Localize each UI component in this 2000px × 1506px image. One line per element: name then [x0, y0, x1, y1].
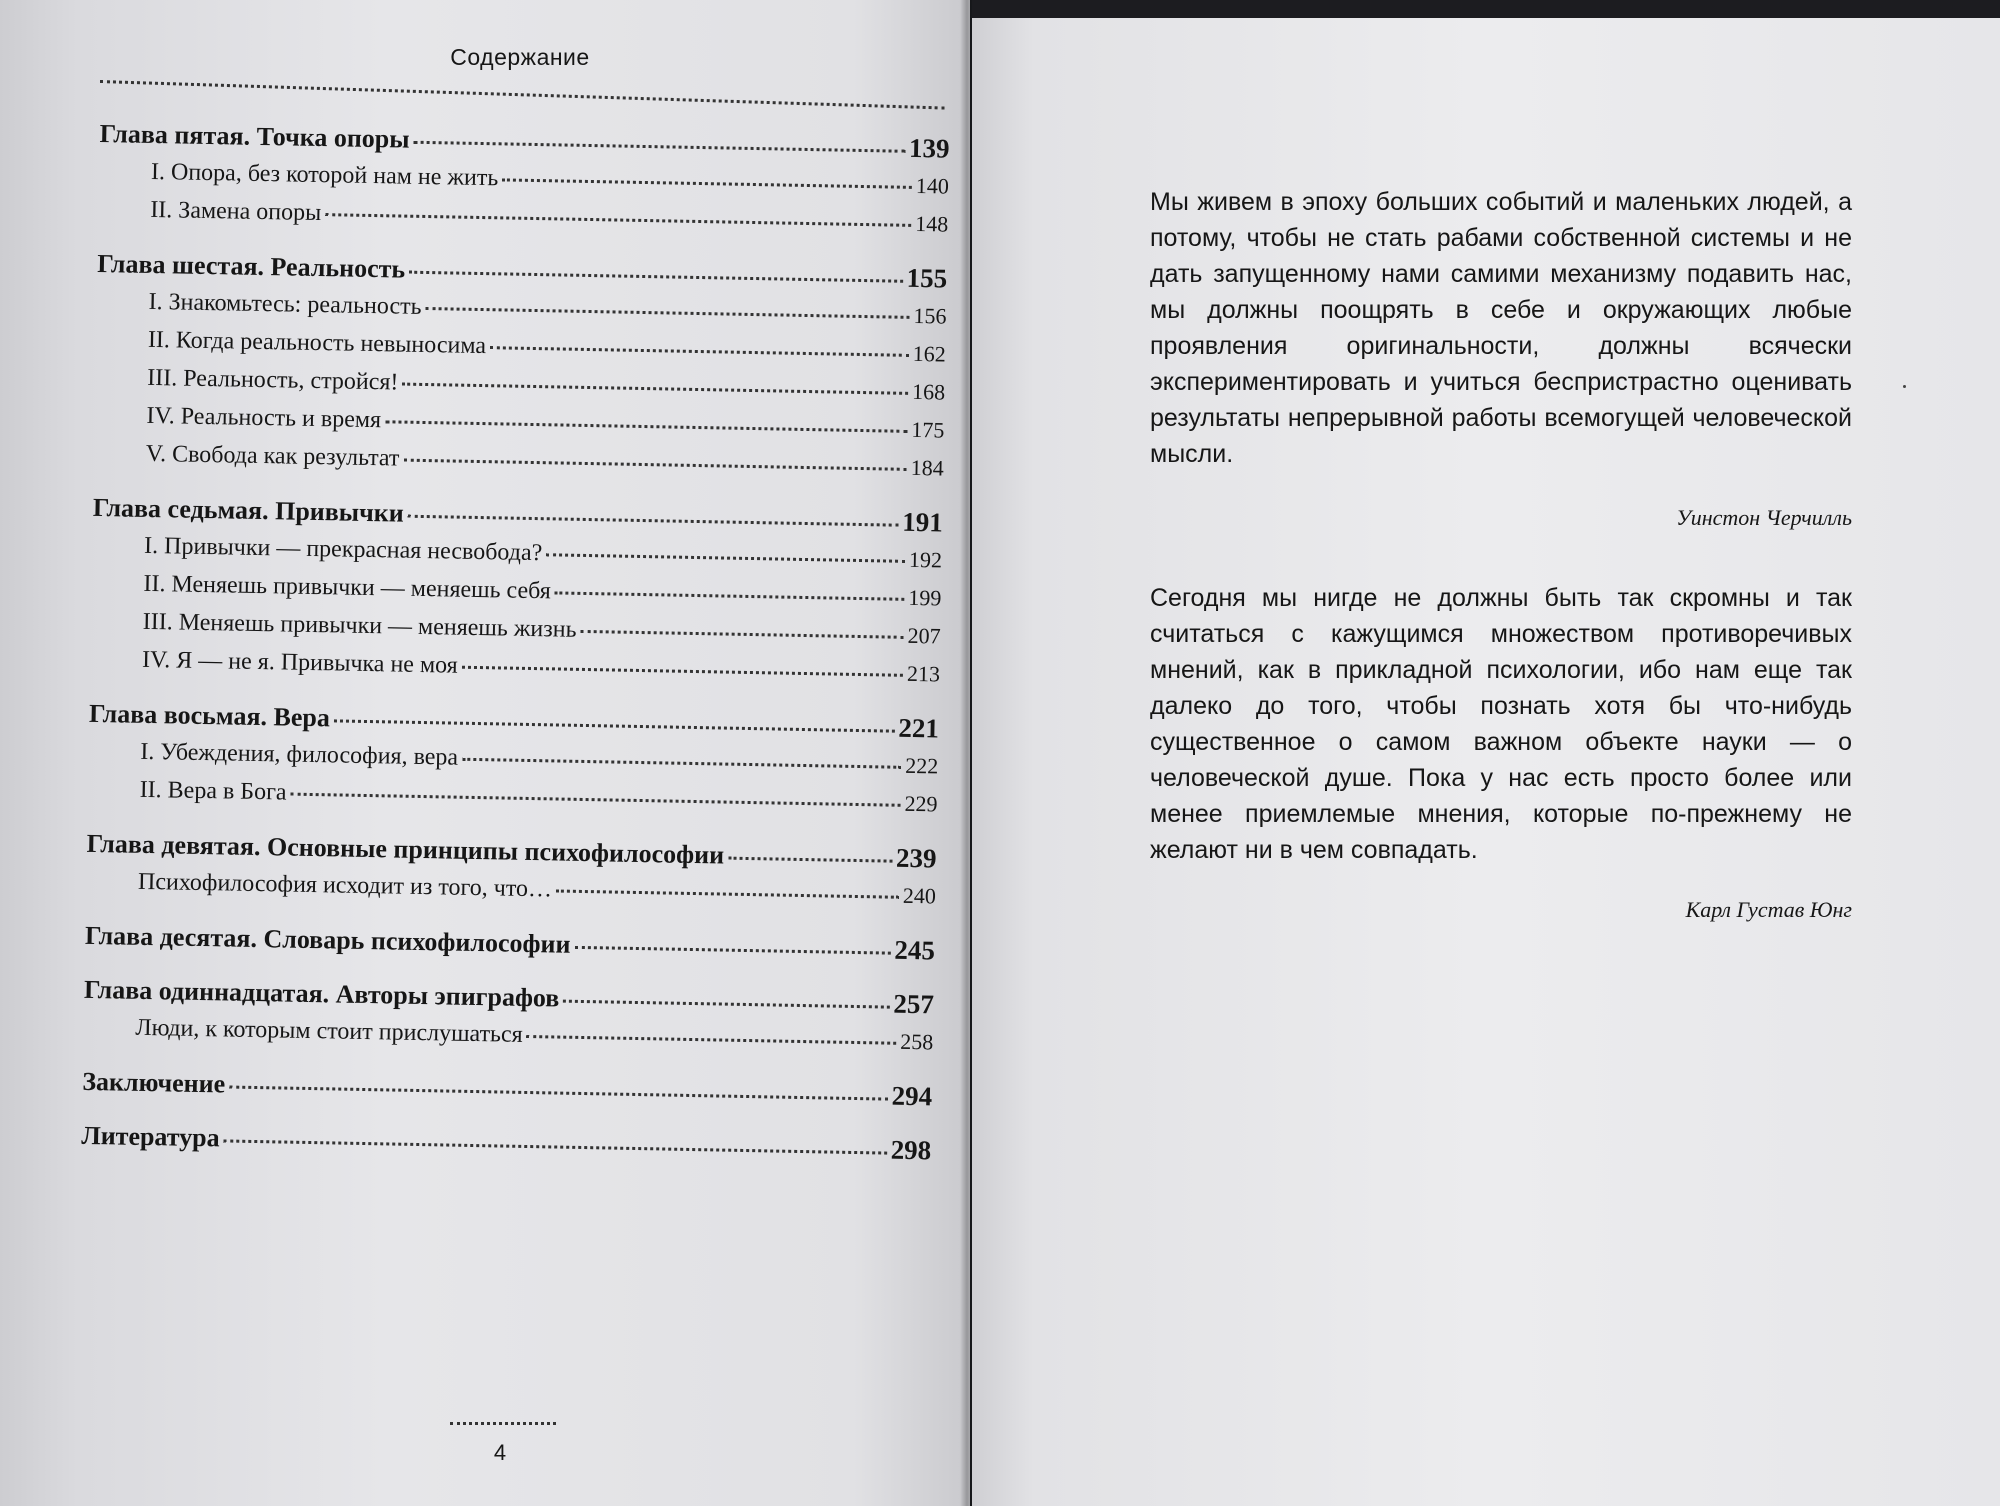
toc-leader: [414, 141, 906, 153]
toc-page: 240: [902, 882, 937, 909]
toc-leader: [490, 346, 909, 357]
toc-leader: [229, 1086, 888, 1101]
toc-page: 162: [912, 340, 947, 367]
toc-leader: [325, 213, 911, 227]
toc-page: 168: [911, 378, 946, 405]
background-edge: [972, 0, 2000, 18]
toc-page: 207: [907, 622, 941, 649]
toc-page: 175: [911, 416, 945, 443]
toc-label: I. Знакомьтесь: реальность: [148, 288, 422, 320]
toc-label: IV. Реальность и время: [146, 402, 382, 434]
toc-label: II. Меняешь привычки — меняешь себя: [143, 570, 552, 605]
paper-speck: [1903, 385, 1906, 388]
epigraph-author-jung: Карл Густав Юнг: [1685, 897, 1852, 922]
toc-leader: [409, 271, 903, 283]
toc-page: 155: [906, 262, 948, 294]
toc-leader: [334, 719, 895, 732]
toc-label: I. Опора, без которой нам не жить: [150, 158, 499, 192]
epigraph-jung: Сегодня мы нигде не должны быть так скромны и так считаться с кажущимся множеством противоречивых мнений, как в прикладной психологии, ибо нам еще так далеко до того, чтобы познать хотя бы что-нибудь существенное о самом важном объекте науки — о человеческой душе. Пока у нас есть просто более или менее приемлемые мнения, которые по-прежнему не желают ни в чем совпадать.: [1150, 584, 1852, 864]
left-page: [0, 0, 970, 1506]
toc-page: 184: [910, 454, 944, 481]
toc-leader: [426, 307, 910, 319]
toc-page: 239: [895, 842, 937, 874]
toc-leader: [563, 1000, 889, 1009]
running-header: Содержание: [450, 44, 590, 70]
toc-label: Глава девятая. Основные принципы психофилософии: [86, 828, 725, 870]
page-number: 4: [493, 1440, 507, 1465]
toc-page: 222: [905, 752, 939, 779]
toc-page: 199: [908, 584, 942, 611]
toc-leader: [402, 383, 908, 395]
toc-page: 258: [899, 1028, 934, 1055]
toc-page: 139: [908, 132, 950, 164]
toc-page: 294: [891, 1080, 933, 1112]
toc-page: 221: [898, 712, 940, 744]
toc-label: Глава шестая. Реальность: [97, 248, 406, 284]
epigraph-author-churchill: Уинстон Черчилль: [1676, 505, 1852, 530]
toc-page: 140: [915, 172, 950, 199]
toc-page: 148: [914, 210, 949, 237]
toc-label: I. Привычки — прекрасная несвобода?: [143, 532, 543, 567]
toc-label: Глава седьмая. Привычки: [92, 492, 404, 528]
toc-label: II. Когда реальность невыносима: [147, 326, 487, 360]
toc-label: III. Реальность, стройся!: [147, 364, 399, 396]
toc-leader: [574, 946, 890, 955]
toc-label: Глава десятая. Словарь психофилософии: [84, 920, 571, 959]
toc-leader: [403, 459, 906, 471]
toc-page: 257: [893, 988, 935, 1020]
toc-page: 298: [890, 1134, 932, 1166]
toc-leader: [555, 591, 905, 600]
toc-label: V. Свобода как результат: [145, 440, 400, 472]
toc-leader: [408, 515, 899, 527]
toc-label: Заключение: [82, 1066, 226, 1099]
toc-label: Литература: [81, 1120, 220, 1153]
toc-leader: [546, 553, 905, 563]
toc-leader: [728, 857, 892, 863]
toc-leader: [462, 666, 903, 677]
toc-leader: [462, 758, 901, 769]
toc-leader: [385, 420, 907, 433]
toc-leader: [527, 1035, 897, 1045]
toc-label: I. Убеждения, философия, вера: [140, 738, 459, 771]
toc-page: 245: [894, 934, 936, 966]
toc-page: 192: [908, 546, 943, 573]
table-of-contents: [81, 118, 950, 1175]
toc-label: Глава одиннадцатая. Авторы эпиграфов: [83, 974, 560, 1013]
toc-label: IV. Я — не я. Привычка не моя: [141, 646, 458, 679]
epigraph-churchill: Мы живем в эпоху больших событий и маленьких людей, а потому, чтобы не стать рабами собственной системы и не дать запущенному нами самими механизму подавить нас, мы должны поощрять в себе и окружающих любые проявления оригинальности, должны всячески экспериментировать и учиться беспристрастно оценивать результаты непрерывной работы всемогущей человеческой мысли.: [1150, 188, 1852, 468]
header-dotted-rule: [100, 80, 945, 110]
toc-conclusion: [82, 1066, 933, 1122]
toc-leader: [556, 889, 899, 898]
toc-label: Люди, к которым стоит прислушаться: [135, 1014, 523, 1048]
toc-leader: [580, 630, 903, 639]
toc-leader: [224, 1139, 887, 1154]
footer-dotted-rule: [450, 1422, 556, 1425]
toc-leader: [502, 178, 912, 189]
toc-label: Глава восьмая. Вера: [88, 698, 331, 733]
toc-label: II. Замена опоры: [150, 196, 322, 227]
toc-label: Психофилософия исходит из того, что…: [137, 868, 553, 903]
toc-chapter-10: [85, 920, 936, 976]
toc-page: 156: [913, 302, 947, 329]
toc-label: Глава пятая. Точка опоры: [99, 118, 410, 154]
toc-leader: [291, 793, 901, 807]
toc-page: 229: [904, 790, 938, 817]
toc-literature: [81, 1120, 932, 1176]
toc-page: 191: [901, 506, 944, 538]
toc-label: II. Вера в Бога: [139, 776, 287, 806]
toc-label: III. Меняешь привычки — меняешь жизнь: [142, 608, 577, 643]
toc-page: 213: [906, 660, 941, 687]
